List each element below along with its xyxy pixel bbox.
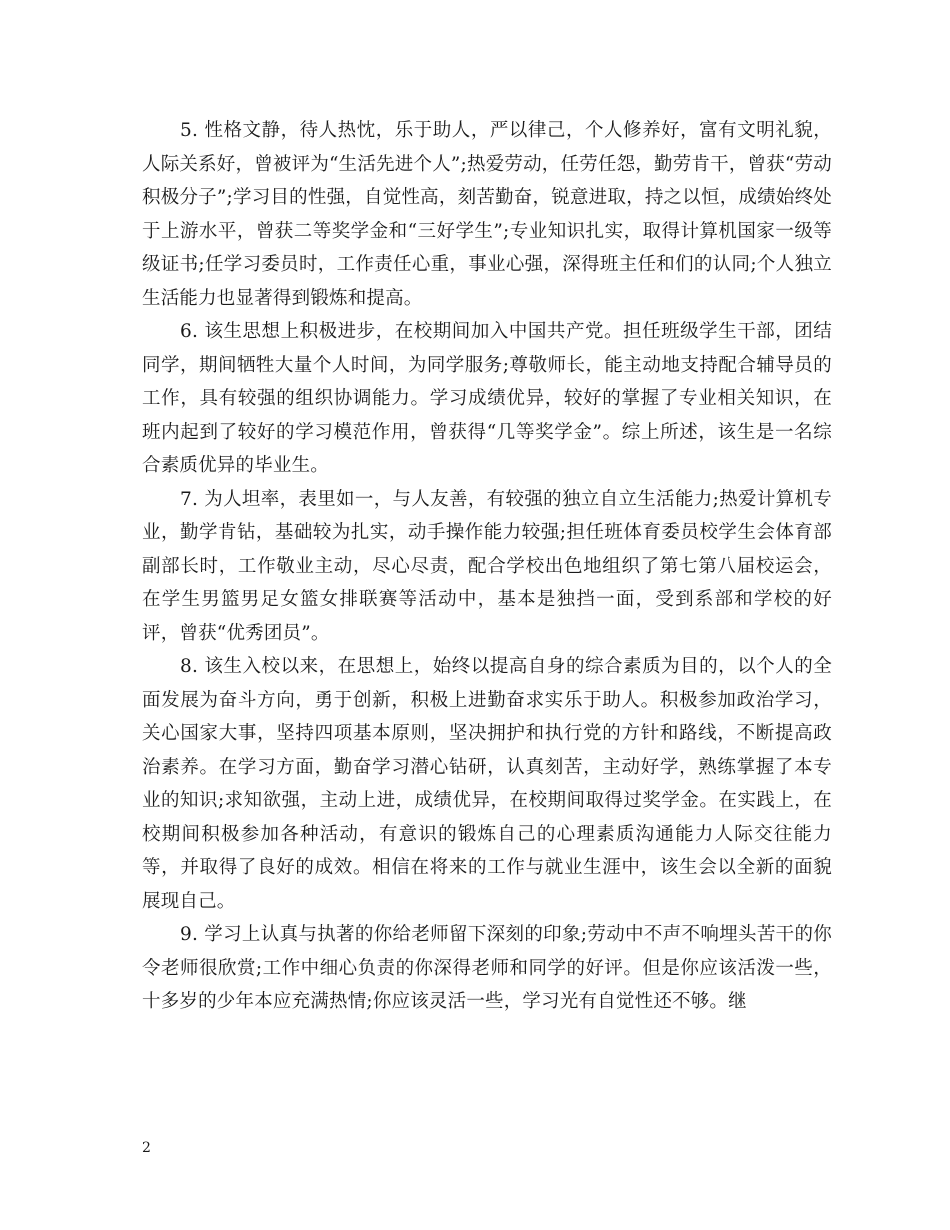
paragraph-8: 8. 该生入校以来，在思想上，始终以提高自身的综合素质为目的，以个人的全面发展为奋斗方向，勇于创新，积极上进勤奋求实乐于助人。积极参加政治学习，关心国家大事，坚持四项基本原则，坚决拥护和执行党的方针和路线，不断提高政治素养。在学习方面，勤奋学习潜心钻研，认真刻苦，主动好学，熟练掌握了本专业的知识;求知欲强，主动上进，成绩优异，在校期间取得过奖学金。在实践上，在校期间积极参加各种活动，有意识的锻炼自己的心理素质沟通能力人际交往能力等，并取得了良好的成效。相信在将来的工作与就业生涯中，该生会以全新的面貌展现自己。 xyxy=(142,656,833,912)
paragraph-7: 7. 为人坦率，表里如一，与人友善，有较强的独立自立生活能力;热爱计算机专业，勤学肯钻，基础较为扎实，动手操作能力较强;担任班体育委员校学生会体育部副部长时，工作敬业主动，尽心尽责，配合学校出色地组织了第七第八届校运会，在学生男篮男足女篮女排联赛等活动中，基本是独挡一面，受到系部和学校的好评，曾获“优秀团员”。 xyxy=(142,488,832,644)
paragraph-5: 5. 性格文静，待人热忱，乐于助人，严以律己，个人修养好，富有文明礼貌，人际关系好，曾被评为“生活先进个人”;热爱劳动，任劳任怨，勤劳肯干，曾获“劳动积极分子”;学习目的性强，自觉性高，刻苦勤奋，锐意进取，持之以恒，成绩始终处于上游水平，曾获二等奖学金和“三好学生”;专业知识扎实，取得计算机国家一级等级证书;任学习委员时，工作责任心重，事业心强，深得班主任和们的认同;个人独立生活能力也显著得到锻炼和提高。 xyxy=(142,120,833,309)
paragraph-6: 6. 该生思想上积极进步，在校期间加入中国共产党。担任班级学生干部，团结同学，期间牺牲大量个人时间，为同学服务;尊敬师长，能主动地支持配合辅导员的工作，具有较强的组织协调能力。学习成绩优异，较好的掌握了专业相关知识，在班内起到了较好的学习模范作用，曾获得“几等奖学金”。综上所述，该生是一名综合素质优异的毕业生。 xyxy=(142,321,833,476)
paragraph-9: 9. 学习上认真与执著的你给老师留下深刻的印象;劳动中不声不响埋头苦干的你令老师很欣赏;工作中细心负责的你深得老师和同学的好评。但是你应该活泼一些，十多岁的少年本应充满热情;你应该灵活一些，学习光有自觉性还不够。继 xyxy=(142,924,832,1012)
page-number: 2 xyxy=(142,1140,151,1156)
document-body xyxy=(142,114,832,1019)
